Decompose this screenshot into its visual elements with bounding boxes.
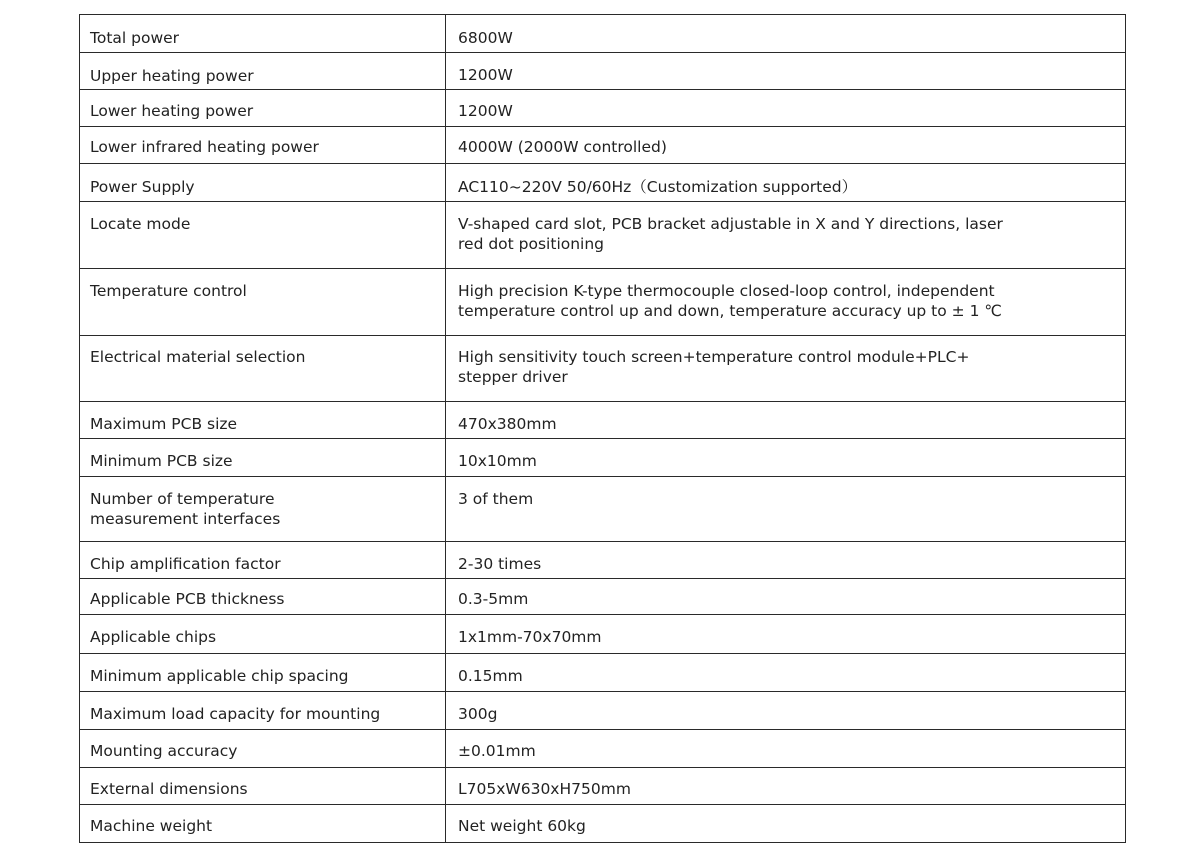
spec-label-cell [80, 15, 446, 53]
table-row [80, 439, 1126, 477]
spec-label: Temperature control [90, 282, 247, 300]
table-row [80, 692, 1126, 730]
spec-value-cell [446, 805, 1126, 843]
spec-label-cell [80, 164, 446, 202]
spec-label: Power Supply [90, 178, 195, 196]
table-row [80, 269, 1126, 336]
table-row [80, 805, 1126, 843]
spec-label-cell [80, 53, 446, 90]
spec-label-cell [80, 805, 446, 843]
spec-label: Electrical material selection [90, 348, 306, 366]
table-row [80, 164, 1126, 202]
table-row [80, 730, 1126, 768]
spec-label: Maximum PCB size [90, 415, 238, 433]
spec-label-cell [80, 127, 446, 164]
spec-value: 2-30 times [458, 555, 542, 573]
spec-label-cell [80, 579, 446, 615]
spec-label: External dimensions [90, 780, 248, 798]
spec-label-cell [80, 336, 446, 402]
spec-value: 1200W [458, 66, 513, 84]
spec-label: Machine weight [90, 817, 213, 835]
spec-value: High precision K-type thermocouple closed-loop control, independent [458, 282, 995, 300]
table-row [80, 15, 1126, 53]
table-row [80, 90, 1126, 127]
spec-value: Net weight 60kg [458, 817, 586, 835]
spec-value-cell [446, 654, 1126, 692]
spec-value-cell [446, 439, 1126, 477]
spec-value: 4000W (2000W controlled) [458, 138, 667, 156]
spec-value-line2: red dot positioning [458, 235, 605, 253]
spec-value-cell [446, 768, 1126, 805]
table-row [80, 768, 1126, 805]
spec-label: Total power [90, 29, 180, 47]
spec-value-cell [446, 269, 1126, 336]
spec-value: 470x380mm [458, 415, 557, 433]
spec-label: Mounting accuracy [90, 742, 238, 760]
spec-label: Lower infrared heating power [90, 138, 319, 156]
spec-label: Applicable chips [90, 628, 217, 646]
spec-label-cell [80, 768, 446, 805]
spec-value-cell [446, 202, 1126, 269]
table-row [80, 53, 1126, 90]
spec-value: AC110~220V 50/60Hz（Customization supported） [458, 178, 858, 196]
spec-value-cell [446, 730, 1126, 768]
spec-value: 6800W [458, 29, 513, 47]
spec-label-cell [80, 439, 446, 477]
table-row [80, 579, 1126, 615]
spec-value: 0.15mm [458, 667, 523, 685]
table-row [80, 615, 1126, 654]
spec-label: Chip amplification factor [90, 555, 281, 573]
spec-value-cell [446, 90, 1126, 127]
spec-value-cell [446, 15, 1126, 53]
spec-label-cell [80, 90, 446, 127]
table-row [80, 654, 1126, 692]
spec-label-cell [80, 269, 446, 336]
spec-value: L705xW630xH750mm [458, 780, 631, 798]
spec-value-cell [446, 579, 1126, 615]
spec-value-cell [446, 53, 1126, 90]
spec-value: V-shaped card slot, PCB bracket adjustable in X and Y directions, laser [458, 215, 1003, 233]
spec-label-cell [80, 402, 446, 439]
spec-label: Upper heating power [90, 67, 254, 85]
spec-label: Minimum applicable chip spacing [90, 667, 349, 685]
spec-value-cell [446, 127, 1126, 164]
spec-value-cell [446, 336, 1126, 402]
spec-label: Lower heating power [90, 102, 254, 120]
spec-label: Applicable PCB thickness [90, 590, 285, 608]
spec-value-line2: temperature control up and down, temperature accuracy up to ± 1 ℃ [458, 302, 1002, 320]
spec-label: Minimum PCB size [90, 452, 233, 470]
spec-value: High sensitivity touch screen+temperature control module+PLC+ [458, 348, 970, 366]
spec-value-cell [446, 542, 1126, 579]
table-row [80, 202, 1126, 269]
table-row [80, 477, 1126, 542]
spec-label-cell [80, 615, 446, 654]
spec-table [79, 14, 1126, 843]
spec-value: 1x1mm-70x70mm [458, 628, 602, 646]
table-row [80, 402, 1126, 439]
table-row [80, 542, 1126, 579]
spec-label-cell [80, 542, 446, 579]
spec-label: Maximum load capacity for mounting [90, 705, 381, 723]
spec-label-cell [80, 202, 446, 269]
spec-value-cell [446, 477, 1126, 542]
spec-label-cell [80, 730, 446, 768]
spec-label-cell [80, 477, 446, 542]
spec-label-cell [80, 692, 446, 730]
spec-label-line2: measurement interfaces [90, 510, 281, 528]
spec-value-cell [446, 164, 1126, 202]
spec-label: Number of temperature [90, 490, 275, 508]
spec-value: 0.3-5mm [458, 590, 529, 608]
spec-value: ±0.01mm [458, 742, 536, 760]
spec-value-cell [446, 615, 1126, 654]
spec-value-line2: stepper driver [458, 368, 568, 386]
spec-label-cell [80, 654, 446, 692]
spec-value-cell [446, 402, 1126, 439]
spec-value-cell [446, 692, 1126, 730]
table-row [80, 127, 1126, 164]
spec-value: 1200W [458, 102, 513, 120]
table-row [80, 336, 1126, 402]
spec-label: Locate mode [90, 215, 191, 233]
spec-value: 3 of them [458, 490, 534, 508]
spec-value: 300g [458, 705, 498, 723]
spec-value: 10x10mm [458, 452, 537, 470]
